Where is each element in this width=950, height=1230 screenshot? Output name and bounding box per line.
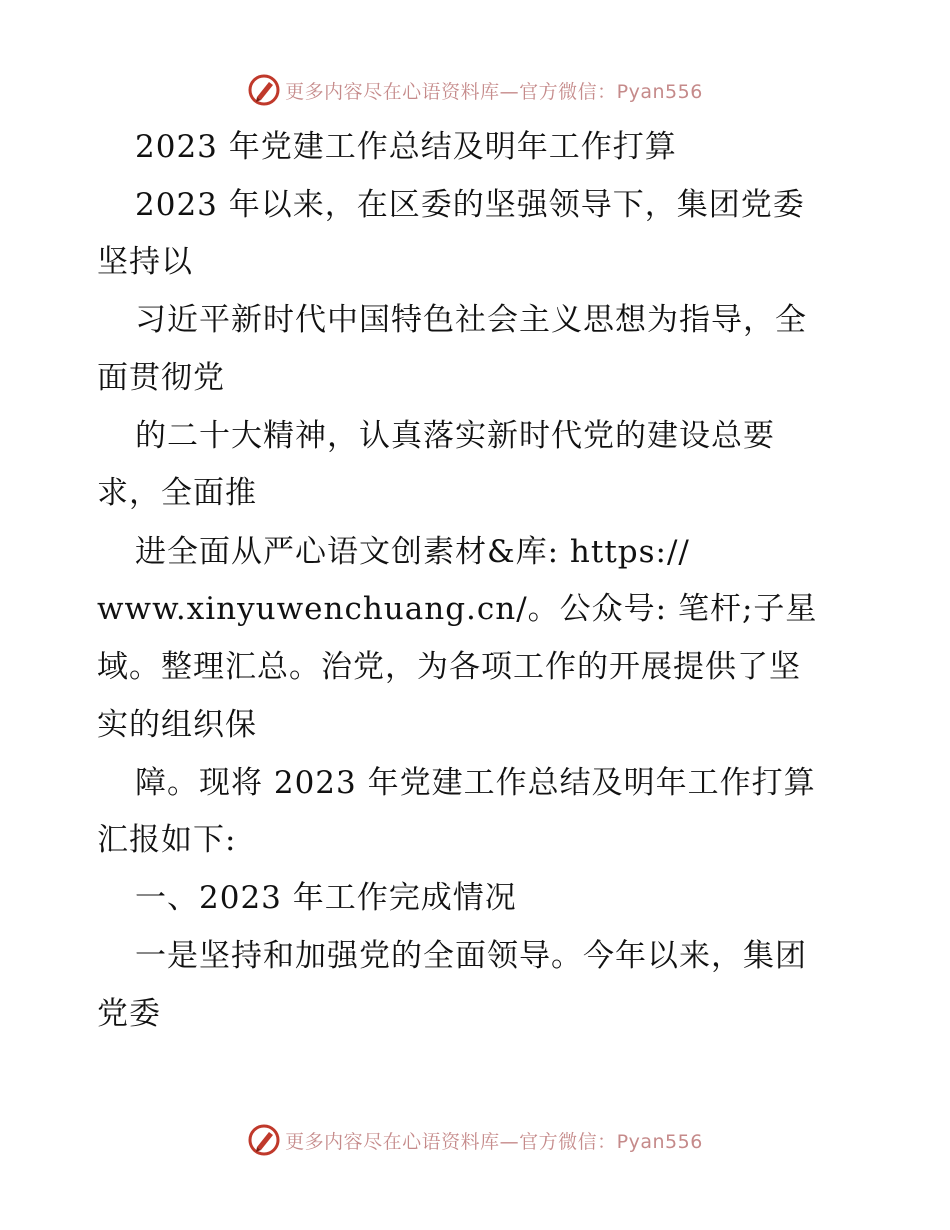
- paragraph-line: 面贯彻党: [97, 360, 225, 396]
- document-title: 2023 年党建工作总结及明年工作打算: [135, 129, 677, 165]
- paragraph-line: 的二十大精神，认真落实新时代党的建设总要: [135, 418, 775, 454]
- watermark-text: 更多内容尽在心语资料库—官方微信：Pyan556: [285, 80, 703, 103]
- paragraph-line: 障。现将 2023 年党建工作总结及明年工作打算: [135, 765, 816, 801]
- watermark-text: 更多内容尽在心语资料库—官方微信：Pyan556: [285, 1130, 703, 1153]
- paragraph-line: 实的组织保: [97, 707, 257, 743]
- paragraph-line: 一是坚持和加强党的全面领导。今年以来，集团: [135, 938, 807, 974]
- paragraph-line: 进全面从严心语文创素材&库: https://: [135, 534, 690, 570]
- paragraph-line: www.xinyuwenchuang.cn/。公众号: 笔杆;子星: [97, 591, 818, 627]
- section-heading: 一、2023 年工作完成情况: [135, 880, 517, 916]
- paragraph-line: 坚持以: [97, 244, 193, 280]
- paragraph-line: 党委: [97, 996, 161, 1032]
- watermark-footer: [0, 1120, 950, 1160]
- paragraph-line: 2023 年以来，在区委的坚强领导下，集团党委: [135, 187, 805, 223]
- pen-logo-icon: [247, 1123, 281, 1157]
- paragraph-line: 汇报如下:: [97, 822, 237, 858]
- paragraph-line: 域。整理汇总。治党，为各项工作的开展提供了坚: [97, 649, 801, 685]
- paragraph-line: 求，全面推: [97, 475, 257, 511]
- paragraph-line: 习近平新时代中国特色社会主义思想为指导，全: [135, 302, 807, 338]
